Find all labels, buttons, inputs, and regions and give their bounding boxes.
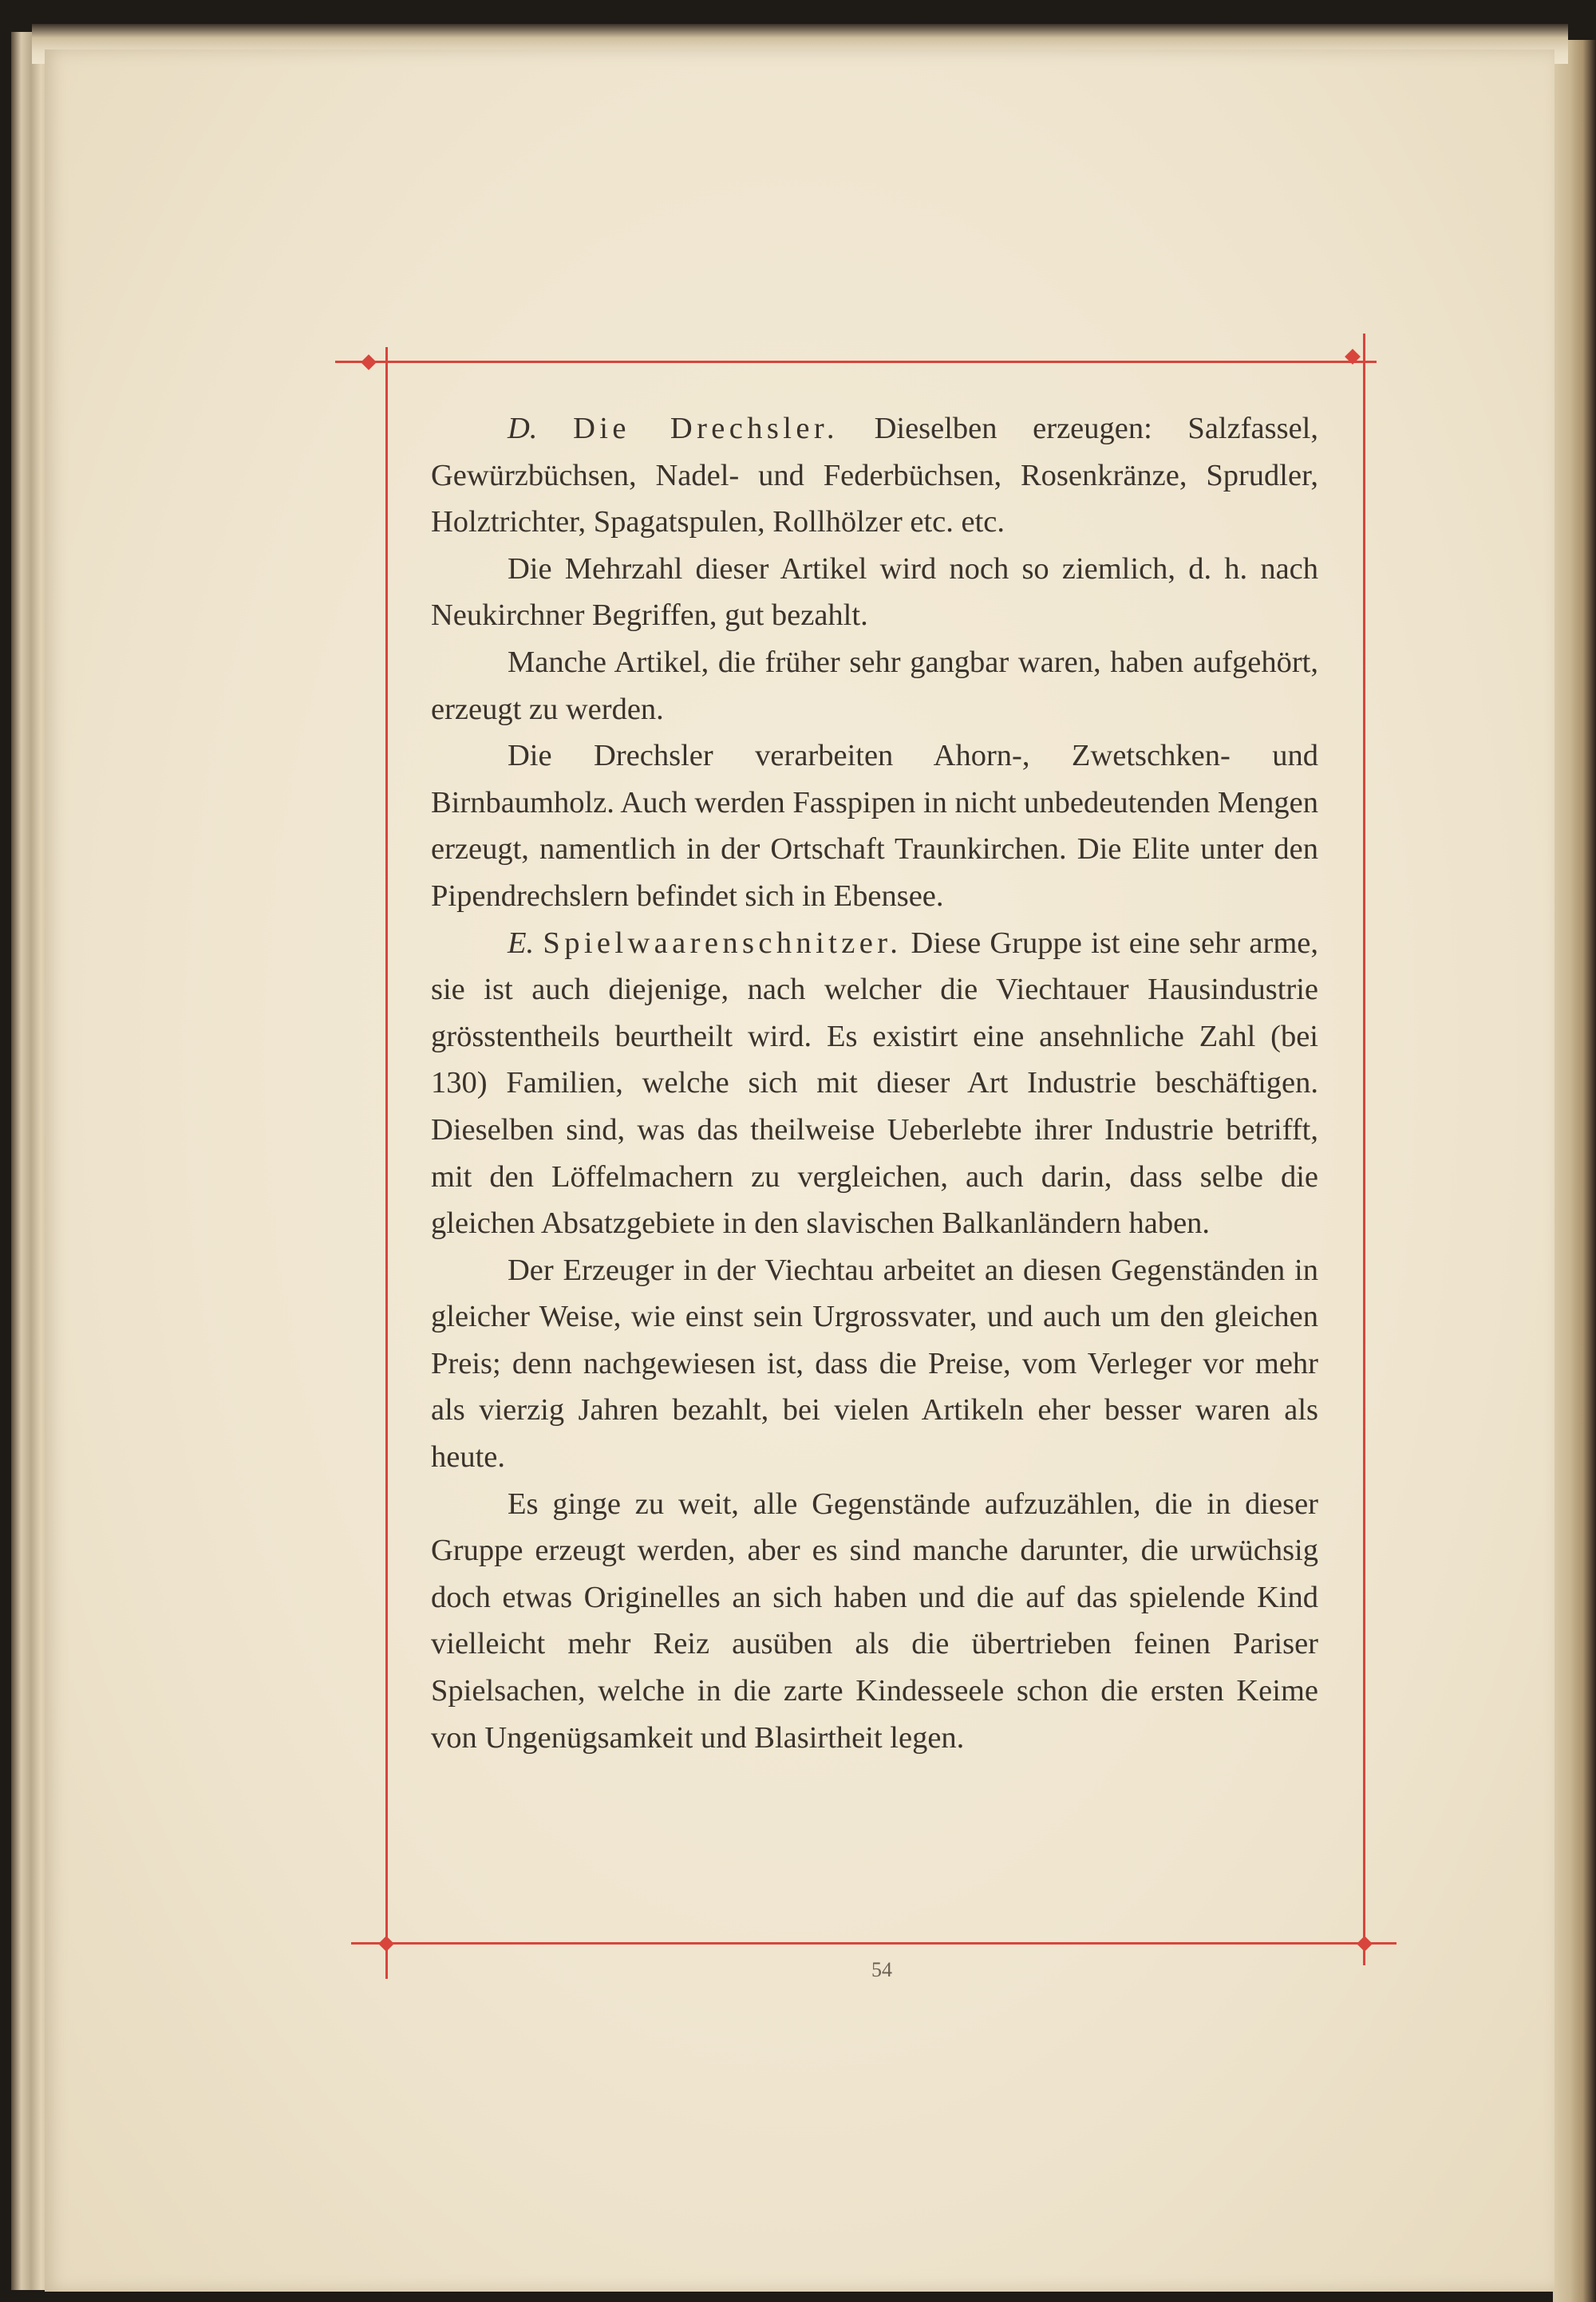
frame-left-rule xyxy=(385,347,388,1979)
paragraph: Manche Artikel, die früher sehr gangbar waren, haben aufgehört, erzeugt zu werden. xyxy=(431,645,1318,726)
paragraph: Es ginge zu weit, alle Gegenstände aufzuzählen, die in dieser Gruppe erzeugt werden, aber es sind manche darunter, die urwüchsig doch etwas Originelles an sich haben und die auf das spielende Kind vielleicht mehr Reiz ausüben als die übertrieben feinen Pariser Spielsachen, welche in die zarte Kindesseele schon die ersten Keime von Ungenügsamkeit und Blasirtheit legen. xyxy=(431,1487,1318,1755)
frame-top-rule xyxy=(335,361,1377,363)
paragraph: Die Mehrzahl dieser Artikel wird noch so ziemlich, d. h. nach Neukirchner Begriffen, gut bezahlt. xyxy=(431,551,1318,633)
paragraph: Der Erzeuger in der Viechtau arbeitet an diesen Gegenständen in gleicher Weise, wie einst sein Urgrossvater, und auch um den gleichen Preis; denn nachgewiesen ist, dass die Preise, vom Verleger vor mehr als vierzig Jahren bezahlt, bei vielen Artikeln eher besser waren als heute. xyxy=(431,1253,1318,1475)
section-title: Die Drechsler. xyxy=(573,412,839,445)
frame-bottom-rule xyxy=(351,1942,1396,1945)
section-title: Spielwaarenschnitzer. xyxy=(543,926,903,960)
section-letter: E. xyxy=(508,926,535,960)
frame-right-rule xyxy=(1363,334,1365,1965)
body-text xyxy=(431,405,1318,1761)
paragraph: D. Die Drechsler. Dieselben erzeugen: Salzfassel, Gewürzbüchsen, Nadel- und Federbüchsen, Rosenkränze, Sprudler, Holztrichter, Spagatspulen, Rollhölzer etc. etc. xyxy=(431,412,1319,539)
paragraph: E. Spielwaarenschnitzer. Diese Gruppe ist eine sehr arme, sie ist auch diejenige, nach welcher die Viechtauer Hausindustrie grösstentheils beurtheilt wird. Es existirt eine ansehnliche Zahl (bei 130) Familien, welche sich mit dieser Art Industrie beschäftigen. Dieselben sind, was das theilweise Ueberlebte ihrer Industrie betrifft, mit den Löffelmachern zu vergleichen, auch darin, dass selbe die gleichen Absatzgebiete in den slavischen Balkanländern haben. xyxy=(431,926,1318,1241)
paragraph: Die Drechsler verarbeiten Ahorn-, Zwetschken- und Birnbaumholz. Auch werden Fasspipen in nicht unbedeutenden Mengen erzeugt, namentlich in der Ortschaft Traunkirchen. Die Elite unter den Pipendrechslern befindet sich in Ebensee. xyxy=(431,739,1318,913)
section-letter: D. xyxy=(508,412,538,445)
page-number: 54 xyxy=(871,1958,892,1981)
